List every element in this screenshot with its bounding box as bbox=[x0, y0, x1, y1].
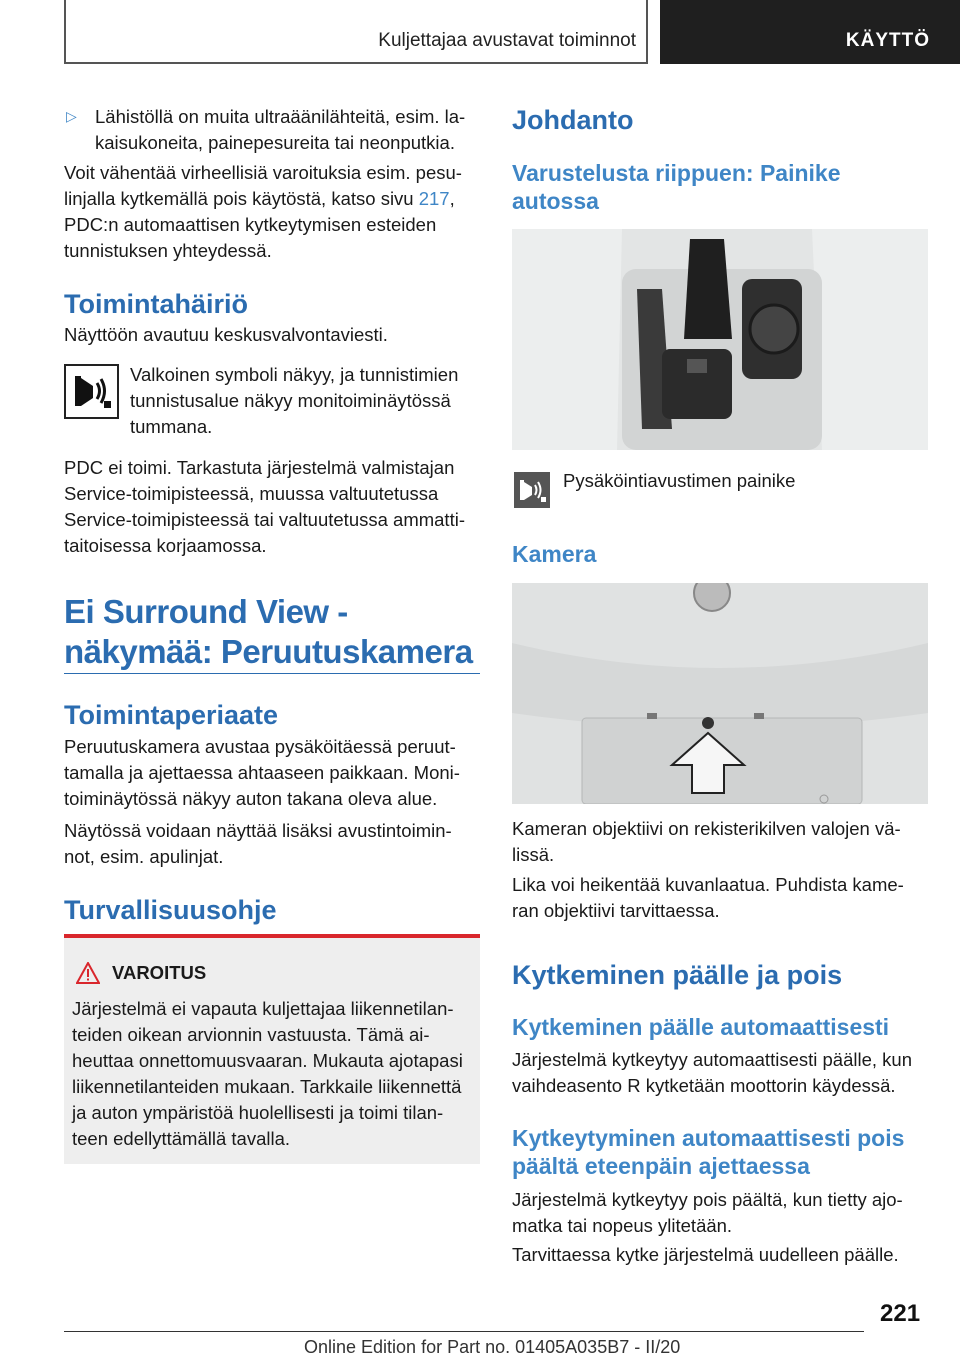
paragraph-pdc-fault: PDC ei toimi. Tarkastuta järjestelmä valmistajan Service-toimipisteessä, muussa valtuutetussa Service-toimipisteessä tai valtuutetussa ammatti- taitoisessa korjaamossa. bbox=[64, 457, 465, 556]
fault-paragraph: Näyttöön avautuu keskusvalvontaviesti. bbox=[64, 324, 388, 345]
heading-underline bbox=[64, 673, 480, 674]
center-console-photo bbox=[512, 229, 928, 450]
principle-paragraph-2: Näytössä voidaan näyttää lisäksi avustintoimin- not, esim. apulinjat. bbox=[64, 820, 452, 867]
symbol-description: Valkoinen symboli näkyy, ja tunnistimien tunnistusalue näkyy monitoiminäytössä tummana. bbox=[130, 364, 459, 437]
heading-intro: Johdanto bbox=[512, 105, 634, 135]
principle-paragraph: Peruutuskamera avustaa pysäköitäessä peruut- tamalla ja ajettaessa ahtaaseen paikkaan. Moni- toiminäytössä näkyy auton takana oleva alue. bbox=[64, 736, 460, 809]
warning-triangle-icon bbox=[76, 962, 100, 989]
bullet-icon: ▷ bbox=[66, 108, 77, 124]
heading-auto-off: Kytkeytyminen automaattisesti pois päältä eteenpäin ajettaessa bbox=[512, 1125, 905, 1179]
page-link[interactable]: 217 bbox=[418, 188, 450, 209]
camera-paragraph: Kameran objektiivi on rekisterikilven valojen vä- lissä. bbox=[512, 818, 901, 865]
heading-safety: Turvallisuusohje bbox=[64, 895, 277, 925]
auto-off-paragraph: Järjestelmä kytkeytyy pois päältä, kun tietty ajo- matka tai nopeus ylitetään. bbox=[512, 1189, 903, 1236]
warning-text: Järjestelmä ei vapauta kuljettajaa liikennetilan- teiden oikean arvionnin vastuusta. Tämä ai- heuttaa onnettomuusvaaran. Mukauta ajotapasi liikennetilanteiden mukaan. Tarkkaile liikennettä ja auton ympäristöä huolellisesti ja toimi tilan- teen edellyttämällä tavalla. bbox=[72, 998, 463, 1149]
chapter-heading: Ei Surround View - näkymää: Peruutuskamera bbox=[64, 593, 473, 670]
auto-on-paragraph: Järjestelmä kytkeytyy automaattisesti päälle, kun vaihdeasento R kytketään moottorin käydessä. bbox=[512, 1049, 912, 1096]
heading-principle: Toimintaperiaate bbox=[64, 700, 279, 730]
heading-on-off: Kytkeminen päälle ja pois bbox=[512, 960, 843, 990]
warning-title: VAROITUS bbox=[112, 962, 207, 983]
auto-off-paragraph-2: Tarvittaessa kytke järjestelmä uudelleen päälle. bbox=[512, 1244, 899, 1265]
paragraph-false-warnings: Voit vähentää virheellisiä varoituksia esim. pesu- linjalla kytkemällä pois käytöstä, katso sivu 217, PDC:n automaattisen kytkeytymisen esteiden tunnistuksen yhteydessä. bbox=[64, 162, 462, 261]
heading-auto-on: Kytkeminen päälle automaattisesti bbox=[512, 1014, 890, 1040]
header-chapter-tab: KÄYTTÖ bbox=[660, 0, 960, 64]
heading-camera: Kamera bbox=[512, 541, 597, 567]
rear-camera-photo bbox=[512, 583, 928, 804]
heading-equipment: Varustelusta riippuen: Painike autossa bbox=[512, 160, 841, 214]
button-caption: Pysäköintiavustimen painike bbox=[563, 470, 796, 491]
page-number: 221 bbox=[880, 1300, 921, 1327]
pdc-symbol-icon bbox=[64, 364, 119, 419]
bullet-item: Lähistöllä on muita ultraäänilähteitä, esim. la- kaisukoneita, painepesureita tai neonputkia. bbox=[95, 106, 466, 153]
heading-fault: Toimintahäiriö bbox=[64, 289, 249, 319]
footer-divider bbox=[64, 1331, 864, 1332]
camera-paragraph-2: Lika voi heikentää kuvanlaatua. Puhdista kame- ran objektiivi tarvittaessa. bbox=[512, 874, 904, 921]
header-section-title: Kuljettajaa avustavat toiminnot bbox=[378, 30, 636, 51]
warning-box bbox=[64, 934, 480, 1164]
parking-assist-button-icon bbox=[514, 472, 550, 508]
footer-edition: Online Edition for Part no. 01405A035B7 - II/20 bbox=[304, 1337, 681, 1357]
